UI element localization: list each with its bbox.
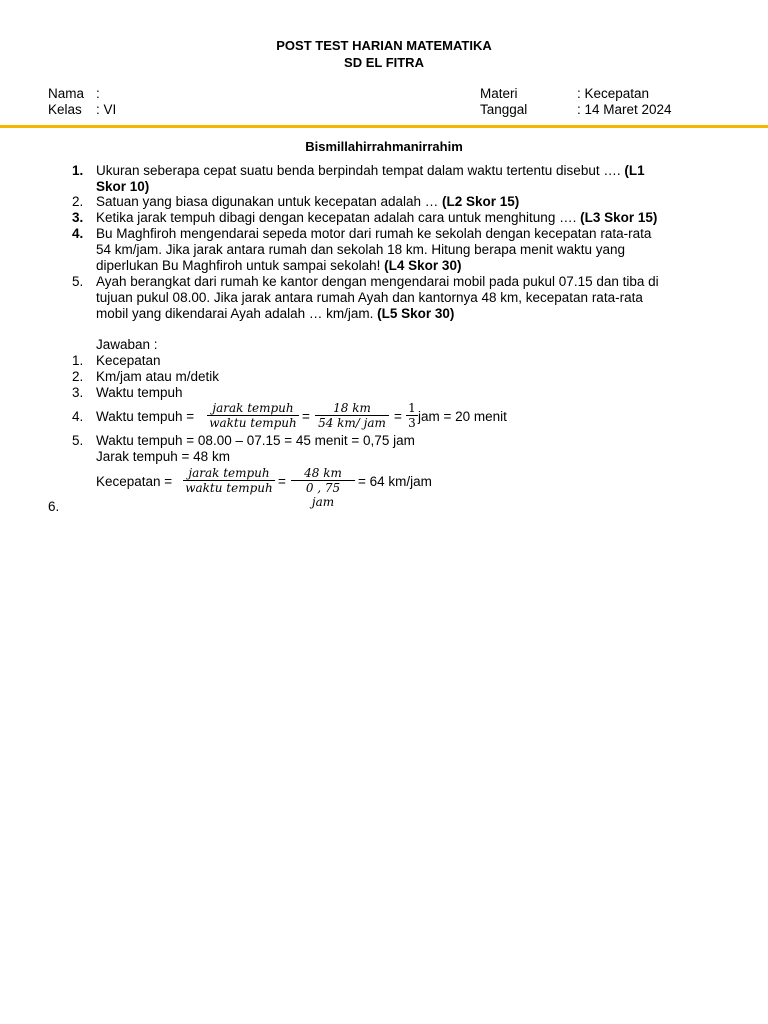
question-4-line-1: Bu Maghfiroh mengendarai sepeda motor dari rumah ke sekolah dengan kecepatan rata-rata [96, 226, 652, 241]
question-2-score: (L2 Skor 15) [442, 194, 520, 209]
answer-3: Waktu tempuh [96, 385, 183, 400]
question-1-line-1: Ukuran seberapa cepat suatu benda berpindah tempat dalam waktu tertentu disebut …. (L1 [96, 163, 645, 178]
question-4-score: (L4 Skor 30) [384, 258, 462, 273]
answer-number: 4. [72, 409, 84, 424]
question-1-score: (L1 [624, 163, 645, 178]
kelas-value: : VI [96, 102, 117, 117]
answer-number: 1. [72, 353, 84, 368]
answer-number: 2. [72, 369, 84, 384]
question-4-line-2: 54 km/jam. Jika jarak antara rumah dan sekolah 18 km. Hitung berapa menit waktu yang [96, 242, 626, 257]
answer-5-fraction-1: jarak tempuh waktu tempuh [183, 466, 275, 495]
answer-5-prefix: Kecepatan = [96, 474, 173, 489]
answer-5-result: = 64 km/jam [358, 474, 432, 489]
question-4-line-3: diperlukan Bu Maghfiroh untuk sampai sekolah! (L4 Skor 30) [96, 258, 462, 273]
question-number: 2. [72, 194, 84, 209]
answer-1: Kecepatan [96, 353, 161, 368]
answers-heading: Jawaban : [96, 337, 158, 352]
question-number: 1. [72, 163, 84, 178]
answer-number: 3. [72, 385, 84, 400]
answer-5-line-2: Jarak tempuh = 48 km [96, 449, 230, 464]
tanggal-value: : 14 Maret 2024 [577, 102, 672, 117]
school-name: SD EL FITRA [344, 55, 424, 70]
answer-4-equals: = [394, 409, 402, 424]
answer-number: 6. [48, 499, 60, 514]
question-5-line-3: mobil yang dikendarai Ayah adalah … km/jam. (L5 Skor 30) [96, 306, 455, 321]
question-number: 3. [72, 210, 84, 225]
answer-5-fraction-2: 48 km 0 , 75 jam [291, 466, 355, 509]
materi-value: : Kecepatan [577, 86, 650, 101]
question-2: Satuan yang biasa digunakan untuk kecepatan adalah … (L2 Skor 15) [96, 194, 520, 209]
materi-label: Materi [480, 86, 518, 101]
answer-4-fraction-2: 18 km 54 km/ jam [315, 401, 389, 430]
bismillah-heading: Bismillahirrahmanirrahim [305, 139, 463, 154]
answer-4-prefix: Waktu tempuh = [96, 409, 195, 424]
header-divider [0, 125, 768, 128]
answer-5-line-1: Waktu tempuh = 08.00 – 07.15 = 45 menit = 0,75 jam [96, 433, 415, 448]
kelas-label: Kelas [48, 102, 82, 117]
answer-4-result: jam = 20 menit [418, 409, 507, 424]
answer-2: Km/jam atau m/detik [96, 369, 220, 384]
question-number: 4. [72, 226, 84, 241]
nama-field: : [96, 86, 100, 101]
question-3-score: (L3 Skor 15) [580, 210, 658, 225]
tanggal-label: Tanggal [480, 102, 528, 117]
nama-label: Nama [48, 86, 85, 101]
question-3: Ketika jarak tempuh dibagi dengan kecepatan adalah cara untuk menghitung …. (L3 Skor 15) [96, 210, 658, 225]
answer-4-fraction-3: $\frac{1}{3}$ [406, 401, 418, 430]
question-1-score-line: Skor 10) [96, 179, 150, 194]
answer-4-fraction-1: jarak tempuh waktu tempuh [207, 401, 299, 430]
question-5-line-1: Ayah berangkat dari rumah ke kantor dengan mengendarai mobil pada pukul 07.15 dan tiba di [96, 274, 659, 289]
question-5-line-2: tujuan pukul 08.00. Jika jarak antara rumah Ayah dan kantornya 48 km, kecepatan rata-rata [96, 290, 643, 305]
question-number: 5. [72, 274, 84, 289]
answer-number: 5. [72, 433, 84, 448]
answer-4-equals: = [302, 409, 310, 424]
answer-5-equals: = [278, 474, 286, 489]
question-5-score: (L5 Skor 30) [377, 306, 455, 321]
document-title: POST TEST HARIAN MATEMATIKA [276, 38, 492, 53]
